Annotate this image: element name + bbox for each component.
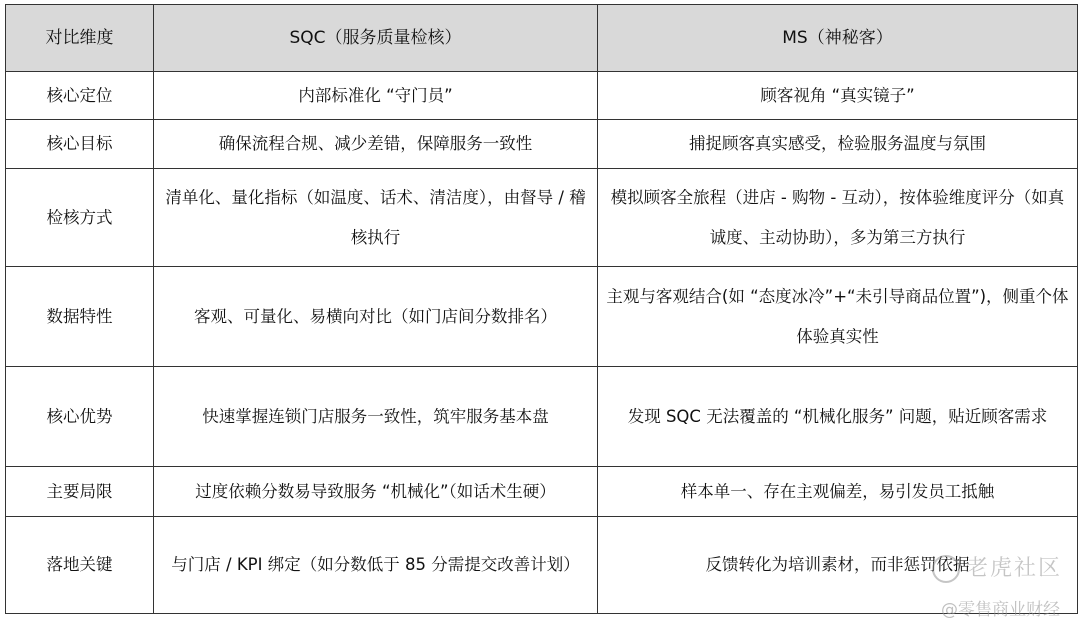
header-sqc: SQC（服务质量检核） <box>154 5 598 72</box>
row-dimension: 检核方式 <box>6 169 154 267</box>
row-ms-cell: 顾客视角 “真实镜子” <box>598 72 1078 120</box>
row-dimension: 核心定位 <box>6 72 154 120</box>
row-ms-cell: 主观与客观结合(如 “态度冰冷”+“未引导商品位置”)，侧重个体体验真实性 <box>598 267 1078 367</box>
table-row <box>6 367 1078 467</box>
table-row <box>6 72 1078 120</box>
table-row <box>6 169 1078 267</box>
watermark-text: 老虎社区 <box>965 556 1062 581</box>
row-sqc-cell: 与门店 / KPI 绑定（如分数低于 85 分需提交改善计划） <box>154 517 598 614</box>
table-row <box>6 267 1078 367</box>
row-dimension: 主要局限 <box>6 467 154 517</box>
header-row <box>6 5 1078 72</box>
row-sqc-cell: 快速掌握连锁门店服务一致性，筑牢服务基本盘 <box>154 367 598 467</box>
row-dimension: 核心目标 <box>6 120 154 169</box>
row-sqc-cell: 确保流程合规、减少差错，保障服务一致性 <box>154 120 598 169</box>
row-sqc-cell: 清单化、量化指标（如温度、话术、清洁度），由督导 / 稽核执行 <box>154 169 598 267</box>
tiger-logo-icon <box>932 555 960 583</box>
table-row <box>6 517 1078 614</box>
row-sqc-cell: 内部标准化 “守门员” <box>154 72 598 120</box>
watermark-handle: @零售商业财经 <box>941 600 1060 620</box>
header-ms: MS（神秘客） <box>598 5 1078 72</box>
row-dimension: 落地关键 <box>6 517 154 614</box>
row-dimension: 核心优势 <box>6 367 154 467</box>
row-sqc-cell: 过度依赖分数易导致服务 “机械化”（如话术生硬） <box>154 467 598 517</box>
comparison-table <box>5 4 1078 614</box>
table-row <box>6 120 1078 169</box>
header-dimension: 对比维度 <box>6 5 154 72</box>
row-ms-cell: 反馈转化为培训素材，而非惩罚依据 <box>598 517 1078 614</box>
row-ms-cell: 捕捉顾客真实感受，检验服务温度与氛围 <box>598 120 1078 169</box>
row-sqc-cell: 客观、可量化、易横向对比（如门店间分数排名） <box>154 267 598 367</box>
row-ms-cell: 发现 SQC 无法覆盖的 “机械化服务” 问题，贴近顾客需求 <box>598 367 1078 467</box>
row-dimension: 数据特性 <box>6 267 154 367</box>
row-ms-cell: 样本单一、存在主观偏差，易引发员工抵触 <box>598 467 1078 517</box>
table-row <box>6 467 1078 517</box>
row-ms-cell: 模拟顾客全旅程（进店 - 购物 - 互动），按体验维度评分（如真诚度、主动协助），多为第三方执行 <box>598 169 1078 267</box>
watermark-logo <box>932 551 1062 583</box>
